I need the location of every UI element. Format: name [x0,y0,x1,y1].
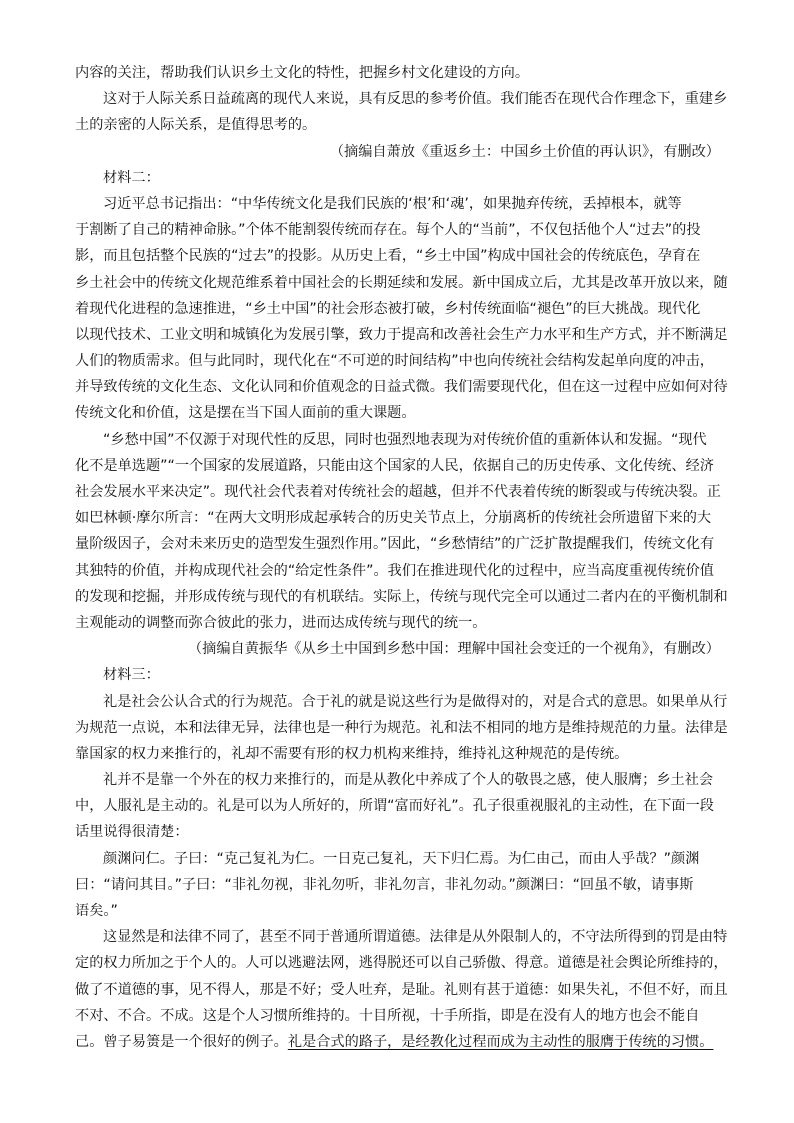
paragraph-line: 人们的物质需求。但与此同时，现代化在“不可逆的时间结构”中也向传统社会结构发起单向度的冲击， [75,353,714,370]
document-page [75,60,728,1055]
paragraph-line: 传统文化和价值，这是摆在当下国人面前的重大课题。 [75,405,416,422]
paragraph-line: 如巴林顿·摩尔所言：“在两大文明形成起承转合的历史关节点上，分崩离析的传统社会所遗留下来的大 [75,510,712,527]
paragraph-line: 靠国家的权力来推行的，礼却不需要有形的权力机构来维持，维持礼这种规范的是传统。 [75,745,629,762]
quote-line: 颜渊问仁。子曰：“克己复礼为仁。一日克己复礼，天下归仁焉。为仁由己，而由人乎哉？”颜渊 [103,850,700,867]
paragraph-line: 化不是单选题”“一个国家的发展道路，只能由这个国家的人民，依据自己的历史传承、文化传统、经济 [75,457,714,474]
paragraph-line: 其独特的价值，并构成现代社会的“给定性条件”。我们在推进现代化的过程中，应当高度重视传统价值 [75,562,714,579]
paragraph-line: 礼是社会公认合式的行为规范。合于礼的就是说这些行为是做得对的，对是合式的意思。如果单从行 [103,693,728,710]
paragraph-line: 话里说得很清楚： [75,824,189,841]
paragraph-line: 着现代化进程的急速推进，“乡土中国”的社会形态被打破，乡村传统面临“褪色”的巨大挑战。现代化 [75,300,701,317]
paragraph-line: 影，而且包括整个民族的“过去”的投影。从历史上看，“乡土中国”构成中国社会的传统底色，孕育在 [75,248,701,265]
source-citation: （摘编自黄振华《从乡土中国到乡愁中国：理解中国社会变迁的一个视角》，有删改） [187,641,720,658]
paragraph-line: 不对、不合。不成。这是个人习惯所维持的。十目所视，十手所指，即是在没有人的地方也会不能自 [75,1007,700,1024]
paragraph-line: 定的权力所加之于个人的。人可以逃避法网，逃得脱还可以自己骄傲、得意。道德是社会舆论所维持的， [75,955,728,972]
underlined-sentence: 礼是合式的路子，是经教化过程而成为主动性的服膺于传统的习惯。 [287,1033,714,1050]
paragraph-line: 为规范一点说，本和法律无异，法律也是一种行为规范。礼和法不相同的地方是维持规范的力量。法律是 [75,719,728,736]
paragraph-line: 于割断了自己的精神命脉。”个体不能割裂传统而存在。每个人的“当前”，不仅包括他个人“过去”的投 [75,222,701,239]
paragraph-line: 以现代技术、工业文明和城镇化为发展引擎，致力于提高和改善社会生产力水平和生产方式，并不断满足 [75,326,728,343]
paragraph-line: 土的亲密的人际关系，是值得思考的。 [75,117,317,134]
material-heading: 材料三： [103,667,160,684]
paragraph-line: 并导致传统的文化生态、文化认同和价值观念的日益式微。我们需要现代化，但在这一过程中应如何对待 [75,379,728,396]
paragraph-line: 主观能动的调整而弥合彼此的张力，进而达成传统与现代的统一。 [75,614,487,631]
paragraph-line: 这显然是和法律不同了，甚至不同于普通所谓道德。法律是从外限制人的，不守法所得到的罚是由特 [103,929,728,946]
paragraph-line: 量阶级因子，会对未来历史的造型发生强烈作用。”因此，“乡愁情结”的广泛扩散提醒我们，传统文化有 [75,536,715,553]
paragraph-line: 做了不道德的事，见不得人，那是不好；受人吐弃，是耻。礼则有甚于道德：如果失礼，不但不好，而且 [75,981,728,998]
paragraph-line: 乡土社会中的传统文化规范维系着中国社会的长期延续和发展。新中国成立后，尤其是改革开放以来，随 [75,274,728,291]
paragraph-line: 习近平总书记指出：“中华传统文化是我们民族的‘根’和‘魂’，如果抛弃传统，丢掉根本，就等 [103,195,682,212]
paragraph-line [75,1029,720,1055]
paragraph-line: “乡愁中国”不仅源于对现代性的反思，同时也强烈地表现为对传统价值的重新体认和发掘。“现代 [103,431,707,448]
paragraph-line: 内容的关注，帮助我们认识乡土文化的特性，把握乡村文化建设的方向。 [75,65,530,81]
quote-line: 曰：“请问其目。”子曰：“非礼勿视，非礼勿听，非礼勿言，非礼勿动。”颜渊曰：“回虽不敏，请事斯 [75,876,694,893]
paragraph-line: 这对于人际关系日益疏离的现代人来说，具有反思的参考价值。我们能否在现代合作理念下，重建乡 [103,91,728,108]
paragraph-line: 社会发展水平来决定”。现代社会代表着对传统社会的超越，但并不代表着传统的断裂或与传统决裂。正 [75,484,721,500]
paragraph-line: 礼并不是靠一个外在的权力来推行的，而是从教化中养成了个人的敬畏之感，使人服膺；乡土社会 [103,772,714,789]
paragraph-text: 己。曾子易箦是一个很好的例子。 [75,1033,288,1050]
paragraph-line: 中，人服礼是主动的。礼是可以为人所好的，所谓“富而好礼”。孔子很重视服礼的主动性，在下面一段 [75,798,714,815]
material-heading: 材料二： [103,169,160,186]
source-citation: （摘编自萧放《重返乡土：中国乡土价值的再认识》，有删改） [329,143,720,160]
quote-line: 语矣。” [75,903,118,919]
paragraph-line: 的发现和挖掘，并形成传统与现代的有机联结。实际上，传统与现代完全可以通过二者内在的平衡机制和 [75,588,728,605]
